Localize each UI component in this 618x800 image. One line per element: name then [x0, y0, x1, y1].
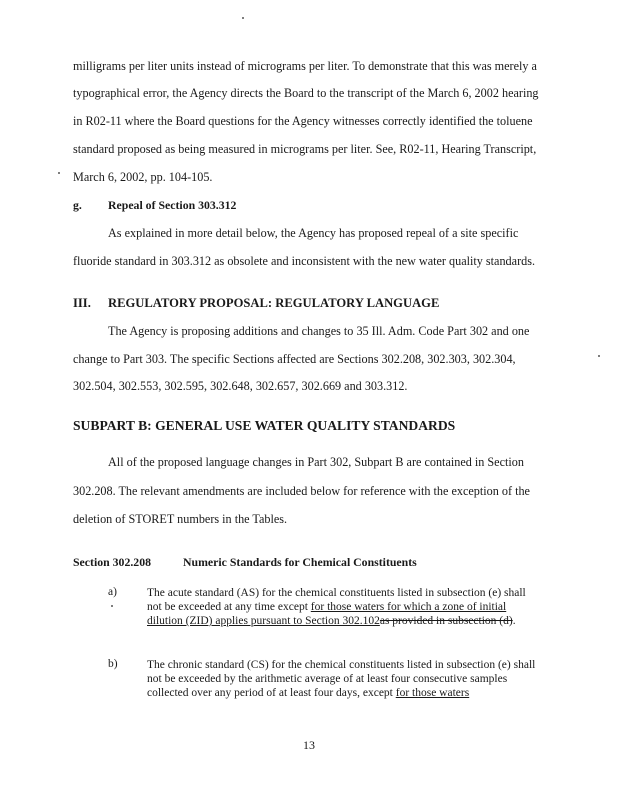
item-a-period: .: [512, 615, 516, 627]
section-iii-label: III.: [73, 296, 91, 310]
item-a-deletion: as provided in subsection (d): [379, 615, 513, 627]
item-a-letter: a): [108, 586, 117, 598]
section-g-line-2: fluoride standard in 303.312 as obsolete and inconsistent with the new water quality standards.: [73, 254, 536, 268]
scan-speck: [58, 172, 60, 174]
scan-speck: [242, 17, 244, 19]
scan-speck: [598, 355, 600, 357]
section-iii-line-1: The Agency is proposing additions and changes to 35 Ill. Adm. Code Part 302 and one: [108, 324, 530, 338]
subpart-b-line-3: deletion of STORET numbers in the Tables.: [73, 512, 288, 526]
section-302-208-number: Section 302.208: [73, 555, 151, 569]
para1-line-1: milligrams per liter units instead of micrograms per liter. To demonstrate that this was merely a: [73, 59, 537, 73]
item-b-text: [147, 658, 542, 700]
item-b-letter: b): [108, 658, 118, 670]
section-g-label: g.: [73, 198, 82, 212]
section-g-title: Repeal of Section 303.312: [108, 198, 237, 212]
section-iii-line-3: 302.504, 302.553, 302.595, 302.648, 302.657, 302.669 and 303.312.: [73, 379, 408, 393]
item-a-text: [147, 586, 542, 628]
para1-line-4: standard proposed as being measured in micrograms per liter. See, R02-11, Hearing Transcript,: [73, 142, 537, 156]
subpart-b-line-1: All of the proposed language changes in Part 302, Subpart B are contained in Section: [108, 455, 524, 469]
para1-line-2: typographical error, the Agency directs the Board to the transcript of the March 6, 2002 hearing: [73, 86, 539, 100]
section-302-208-title: Numeric Standards for Chemical Constituents: [183, 555, 417, 569]
item-b-insertion: for those waters: [395, 687, 470, 699]
item-a-text-plain: The acute standard (AS) for the chemical constituents listed in subsection (e) shall not be exceeded at any time except: [147, 587, 526, 613]
item-b-text-plain: The chronic standard (CS) for the chemical constituents listed in subsection (e) shall not be exceeded by the arithmetic average of at least four consecutive samples collected over any period of at least four days, except: [147, 659, 536, 699]
subpart-b-heading: SUBPART B: GENERAL USE WATER QUALITY STANDARDS: [73, 418, 456, 433]
section-g-line-1: As explained in more detail below, the Agency has proposed repeal of a site specific: [108, 226, 519, 240]
scan-speck: [111, 605, 113, 607]
para1-line-5: March 6, 2002, pp. 104-105.: [73, 170, 213, 184]
item-a-insertion: for those waters for which a zone of initial dilution (ZID) applies pursuant to Section 302.102: [147, 601, 507, 627]
page-number: 13: [303, 738, 315, 752]
subpart-b-line-2: 302.208. The relevant amendments are included below for reference with the exception of the: [73, 484, 530, 498]
section-iii-line-2: change to Part 303. The specific Sections affected are Sections 302.208, 302.303, 302.304,: [73, 352, 516, 366]
section-iii-title: REGULATORY PROPOSAL: REGULATORY LANGUAGE: [108, 296, 440, 310]
para1-line-3: in R02-11 where the Board questions for the Agency witnesses correctly identified the toluene: [73, 114, 533, 128]
